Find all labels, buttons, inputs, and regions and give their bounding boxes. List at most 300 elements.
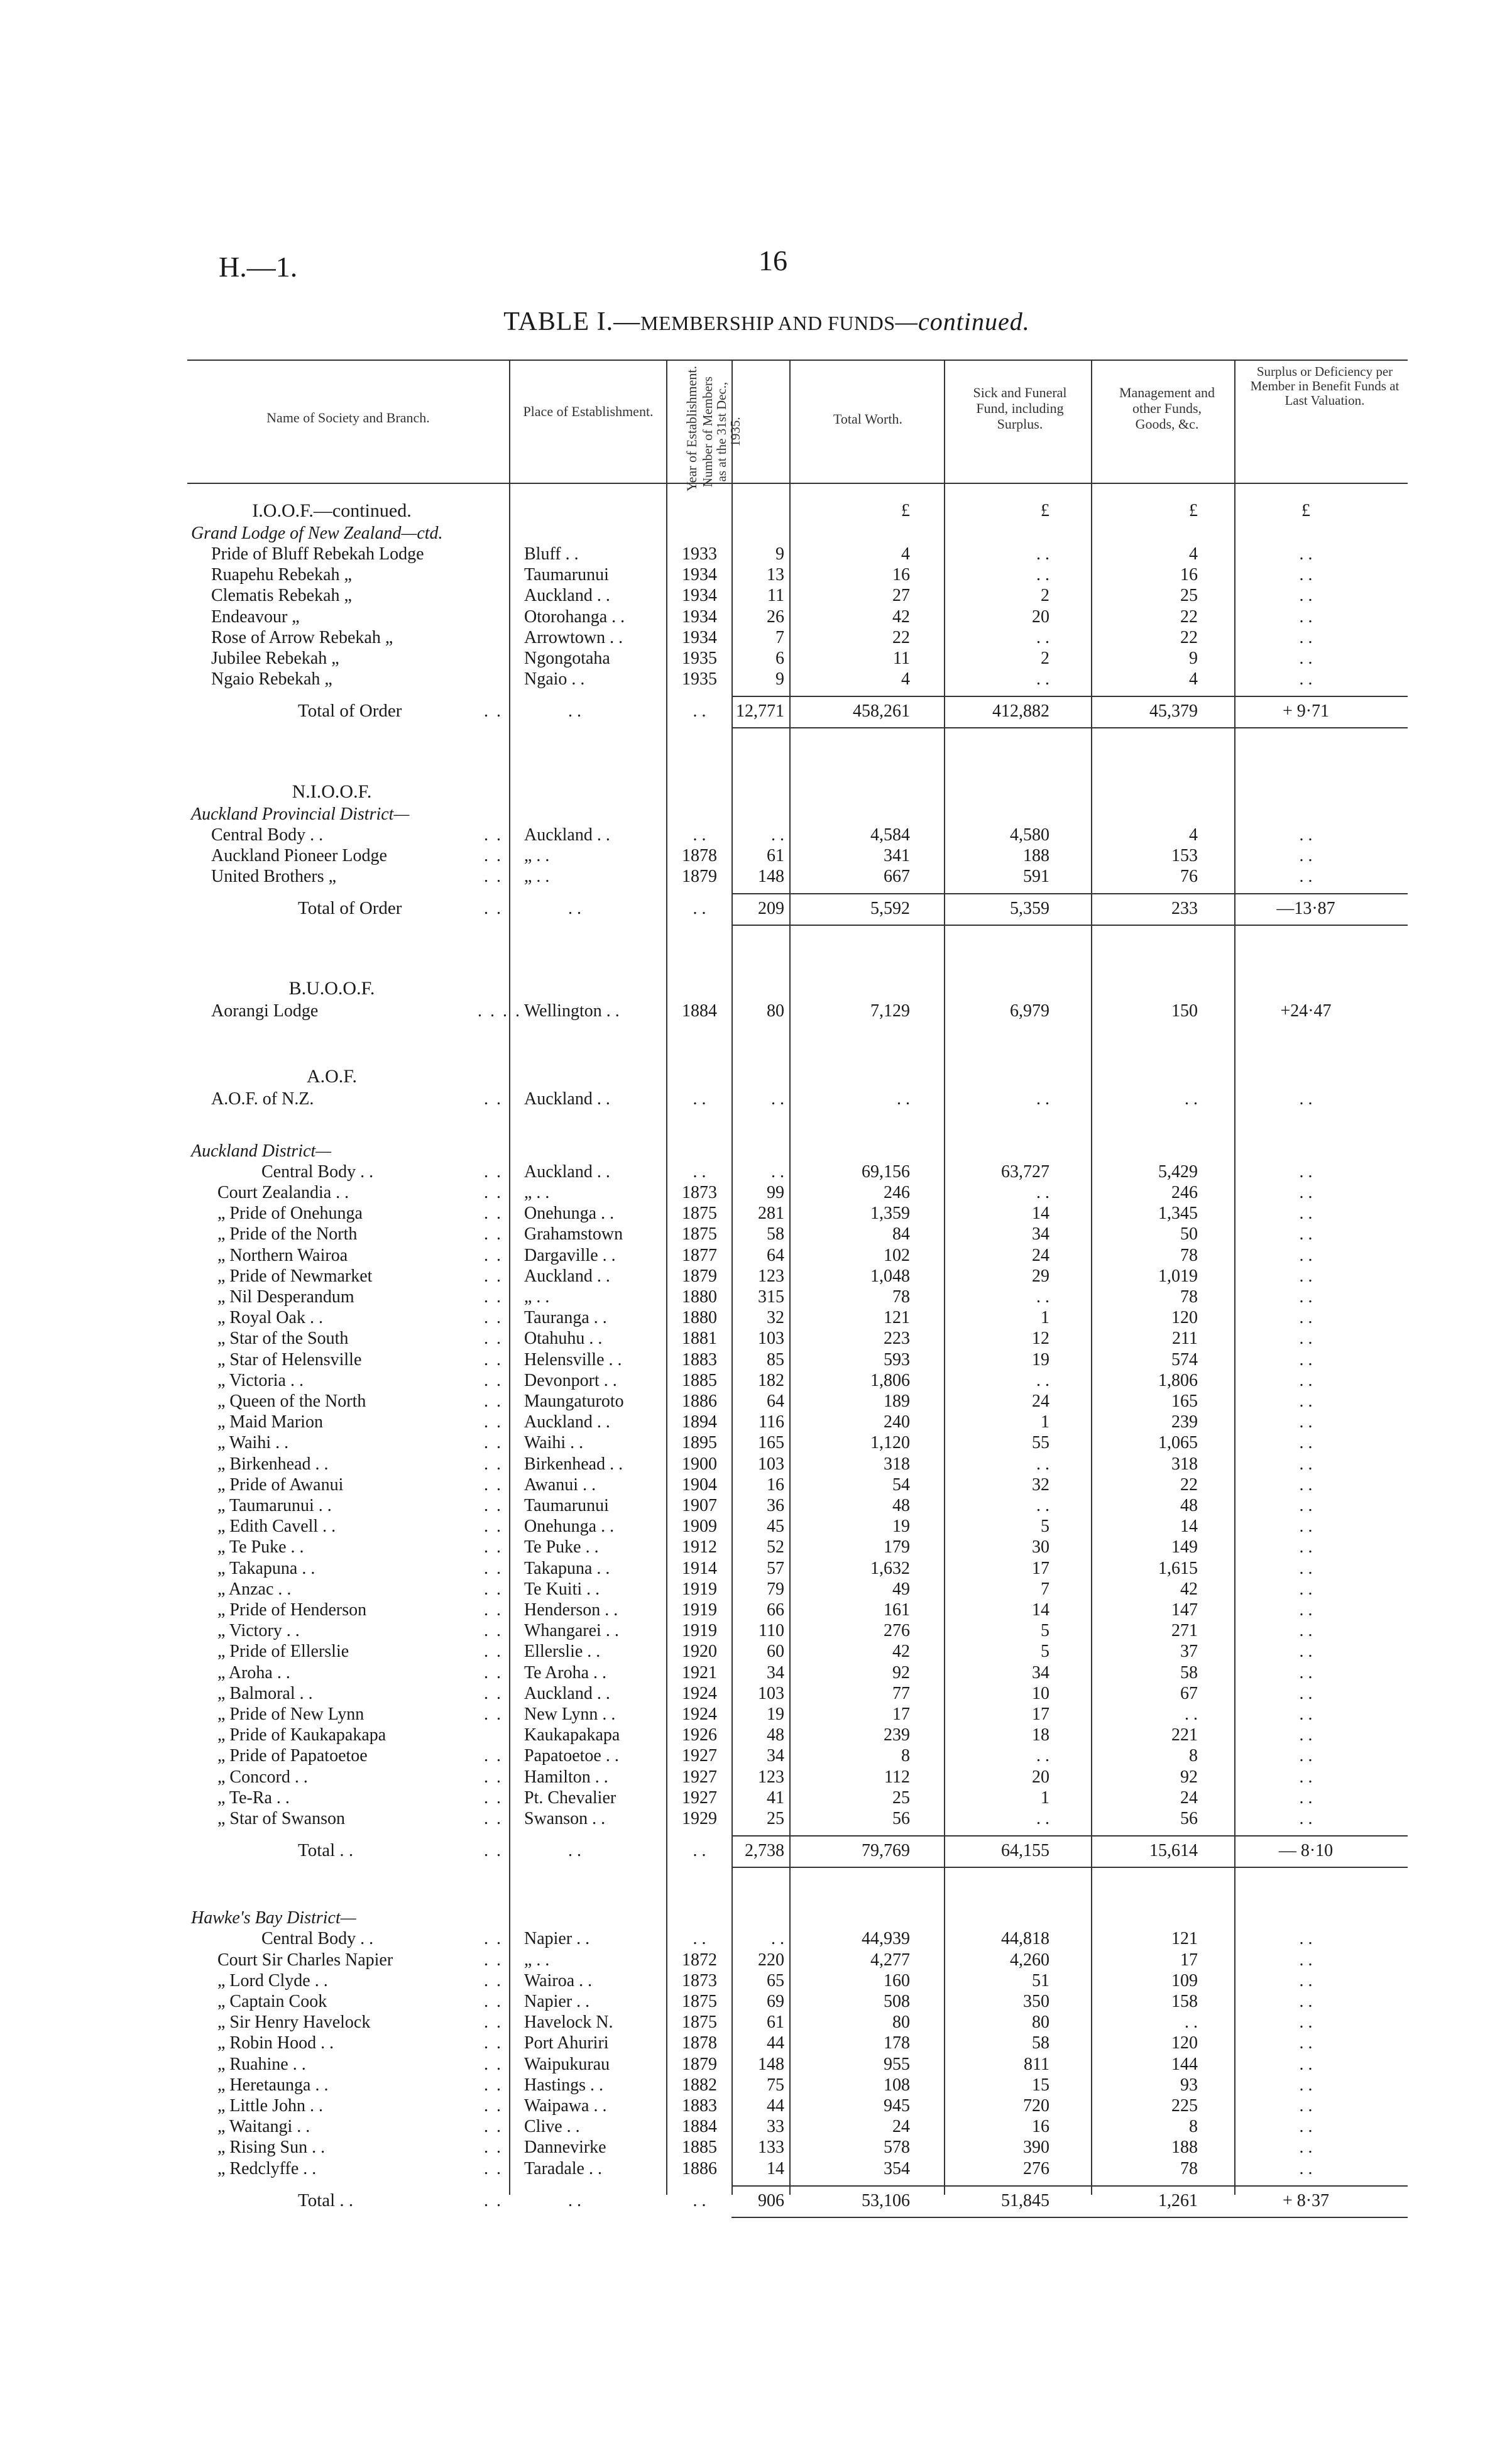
- table-row: [187, 648, 1408, 669]
- cell-sd: . .: [1299, 825, 1313, 845]
- cell-year: . .: [693, 899, 706, 918]
- cell-mem: 281: [758, 1204, 784, 1223]
- table-row: [187, 1391, 1408, 1412]
- cell-year: 1919: [682, 1621, 717, 1640]
- cell-mem: 26: [767, 607, 784, 627]
- cell-mem: 133: [758, 2138, 784, 2157]
- cell-tw: 239: [884, 1725, 910, 1745]
- cell-sd: . .: [1299, 1224, 1313, 1244]
- cell-mf: 233: [1171, 899, 1198, 918]
- cell-mf: 9: [1189, 649, 1198, 668]
- cell-sd: £: [1301, 501, 1310, 520]
- cell-dots: . .: [484, 1517, 503, 1536]
- cell-tw: 42: [892, 1642, 910, 1661]
- cell-year: 1884: [682, 2117, 717, 2136]
- cell-mem: 32: [767, 1308, 784, 1327]
- cell-name: „ Anzac . .: [217, 1579, 292, 1599]
- cell-tw: 1,632: [870, 1559, 910, 1578]
- cell-place: Henderson . .: [524, 1600, 618, 1620]
- cell-mf: 239: [1171, 1412, 1198, 1432]
- cell-name: „ Pride of Onehunga: [217, 1204, 363, 1223]
- cell-name: „ Victory . .: [217, 1621, 300, 1640]
- cell-sd: . .: [1299, 846, 1313, 865]
- cell-sf: 7: [1041, 1579, 1049, 1599]
- cell-name: Court Sir Charles Napier: [217, 1950, 393, 1970]
- cell-year: 1927: [682, 1788, 717, 1808]
- cell-mem: 64: [767, 1392, 784, 1411]
- cell-dots: . .: [484, 1841, 503, 1860]
- cell-tw: 19: [892, 1517, 910, 1536]
- cell-year: 1926: [682, 1725, 717, 1745]
- cell-sf: 5: [1041, 1517, 1049, 1536]
- cell-dots: . .: [484, 2117, 503, 2136]
- cell-year: . .: [693, 1929, 706, 1948]
- cell-tw: 48: [892, 1496, 910, 1515]
- cell-mem: 34: [767, 1663, 784, 1683]
- cell-year: 1873: [682, 1183, 717, 1202]
- cell-year: 1879: [682, 2055, 717, 2074]
- cell-sf: 17: [1032, 1559, 1049, 1578]
- cell-place: „ . .: [524, 1287, 550, 1307]
- cell-place: „ . .: [524, 1950, 550, 1970]
- cell-mem: 25: [767, 1809, 784, 1828]
- section-heading: [187, 1908, 1408, 1928]
- table-row: [187, 627, 1408, 648]
- cell-sd: — 8·10: [1278, 1841, 1334, 1860]
- cell-sd: . .: [1299, 1412, 1313, 1432]
- cell-dots: . .: [484, 1663, 503, 1683]
- cell-dots: . .: [484, 2055, 503, 2074]
- cell-dots: . .: [484, 1266, 503, 1286]
- cell-place: Maungaturoto: [524, 1392, 624, 1411]
- cell-tw: 178: [884, 2033, 910, 2053]
- cell-mem: 9: [775, 669, 784, 689]
- cell-sd: . .: [1299, 1579, 1313, 1599]
- cell-place: Devonport . .: [524, 1371, 617, 1390]
- cell-mf: 50: [1180, 1224, 1198, 1244]
- cell-name: „ Star of the South: [217, 1329, 349, 1348]
- table-row: [187, 1349, 1408, 1370]
- cell-mem: 165: [758, 1433, 784, 1452]
- cell-place: Ellerslie . .: [524, 1642, 601, 1661]
- cell-year: 1873: [682, 1971, 717, 1990]
- cell-name: „ Queen of the North: [217, 1392, 366, 1411]
- cell-tw: 161: [884, 1600, 910, 1620]
- cell-year: . .: [693, 1162, 706, 1182]
- cell-dots: . .: [484, 1308, 503, 1327]
- table-row: [187, 2158, 1408, 2179]
- table-row: [187, 1432, 1408, 1453]
- total-bottom-rule: [731, 925, 1408, 926]
- cell-name: „ Robin Hood . .: [217, 2033, 334, 2053]
- cell-year: 1921: [682, 1663, 717, 1683]
- cell-sd: . .: [1299, 1517, 1313, 1536]
- table-row: [187, 1928, 1408, 1949]
- cell-dots: . .: [484, 1183, 503, 1202]
- cell-sd: . .: [1299, 1559, 1313, 1578]
- cell-name: „ Redclyffe . .: [217, 2159, 317, 2178]
- cell-sf: 4,260: [1010, 1950, 1049, 1970]
- cell-place: Taradale . .: [524, 2159, 602, 2178]
- cell-dots: . .: [484, 1475, 503, 1495]
- cell-name: „ Birkenhead . .: [217, 1454, 329, 1474]
- cell-place: Papatoetoe . .: [524, 1746, 619, 1765]
- cell-place: Pt. Chevalier: [524, 1788, 616, 1808]
- membership-funds-table: [187, 360, 1408, 2258]
- cell-sf: 390: [1023, 2138, 1049, 2157]
- table-row: [187, 1662, 1408, 1683]
- cell-mf: 78: [1180, 2159, 1198, 2178]
- cell-year: 1885: [682, 1371, 717, 1390]
- cell-dots: . .: [484, 2159, 503, 2178]
- cell-sd: . .: [1299, 1162, 1313, 1182]
- table-row: [187, 1991, 1408, 2012]
- cell-year: . .: [693, 2191, 706, 2210]
- cell-place: Te Kuiti . .: [524, 1579, 600, 1599]
- cell-tw: 160: [884, 1971, 910, 1990]
- cell-sf: 6,979: [1010, 1001, 1049, 1021]
- cell-place: . .: [568, 1841, 581, 1860]
- cell-tw: 955: [884, 2055, 910, 2074]
- cell-year: 1935: [682, 669, 717, 689]
- cell-mem: 33: [767, 2117, 784, 2136]
- cell-mf: 318: [1171, 1454, 1198, 1474]
- cell-mem: 906: [758, 2191, 784, 2210]
- cell-name: „ Northern Wairoa: [217, 1246, 348, 1265]
- cell-name: United Brothers „: [211, 867, 337, 886]
- cell-tw: 4,584: [870, 825, 910, 845]
- cell-mf: 211: [1172, 1329, 1198, 1348]
- cell-name: Court Zealandia . .: [217, 1183, 349, 1202]
- cell-sd: . .: [1299, 1266, 1313, 1286]
- section-heading: [187, 1066, 1408, 1087]
- cell-year: 1885: [682, 2138, 717, 2157]
- cell-sf: 80: [1032, 2012, 1049, 2032]
- cell-tw: 1,120: [870, 1433, 910, 1452]
- cell-place: Grahamstown: [524, 1224, 623, 1244]
- cell-mem: 110: [759, 1621, 784, 1640]
- cell-mem: 123: [758, 1266, 784, 1286]
- cell-dots: . .: [484, 1992, 503, 2011]
- cell-mem: 52: [767, 1537, 784, 1557]
- cell-tw: 56: [892, 1809, 910, 1828]
- cell-year: 1884: [682, 1001, 717, 1021]
- total-row: [187, 1840, 1408, 1861]
- cell-name: „ Aroha . .: [217, 1663, 290, 1683]
- cell-sf: 720: [1023, 2096, 1049, 2116]
- cell-mf: 4: [1189, 669, 1198, 689]
- cell-year: 1882: [682, 2075, 717, 2095]
- cell-sf: 51: [1032, 1971, 1049, 1990]
- cell-mf: 22: [1180, 628, 1198, 647]
- cell-sf: 63,727: [1001, 1162, 1049, 1182]
- cell-name: Pride of Bluff Rebekah Lodge: [211, 544, 424, 564]
- cell-sf: 2: [1041, 586, 1049, 605]
- cell-sf: 2: [1041, 649, 1049, 668]
- cell-tw: 318: [884, 1454, 910, 1474]
- cell-sd: . .: [1299, 1929, 1313, 1948]
- title-caps: MEMBERSHIP AND FUNDS: [640, 312, 896, 334]
- cell-mem: 45: [767, 1517, 784, 1536]
- cell-name: „ Pride of Awanui: [217, 1475, 344, 1495]
- cell-year: 1881: [682, 1329, 717, 1348]
- cell-sd: . .: [1299, 1350, 1313, 1370]
- cell-tw: 578: [884, 2138, 910, 2157]
- cell-year: 1934: [682, 586, 717, 605]
- total-row: [187, 2190, 1408, 2211]
- cell-sf: . .: [1036, 1287, 1049, 1307]
- cell-mem: 61: [767, 2012, 784, 2032]
- cell-sd: . .: [1299, 2159, 1313, 2178]
- cell-dots: . .: [484, 846, 503, 865]
- cell-tw: 77: [892, 1684, 910, 1703]
- cell-name: „ Royal Oak . .: [217, 1308, 323, 1327]
- cell-dots: . .: [484, 1224, 503, 1244]
- cell-sd: . .: [1299, 1950, 1313, 1970]
- cell-tw: 79,769: [862, 1841, 910, 1860]
- total-top-rule: [731, 1835, 1408, 1837]
- cell-dots: . .: [484, 1809, 503, 1828]
- cell-sd: . .: [1299, 1746, 1313, 1765]
- cell-sd: . .: [1299, 586, 1313, 605]
- cell-year: 1934: [682, 607, 717, 627]
- cell-sd: + 8·37: [1282, 2191, 1330, 2210]
- total-top-rule: [731, 696, 1408, 697]
- cell-mf: 153: [1171, 846, 1198, 865]
- cell-year: 1935: [682, 649, 717, 668]
- cell-dots: . .: [484, 1287, 503, 1307]
- table-row: [187, 1620, 1408, 1641]
- cell-year: 1886: [682, 1392, 717, 1411]
- cell-sd: . .: [1299, 1183, 1313, 1202]
- cell-name: „ Te-Ra . .: [217, 1788, 290, 1808]
- cell-place: Auckland . .: [524, 1089, 610, 1109]
- cell-mf: 58: [1180, 1663, 1198, 1683]
- table-row: [187, 2137, 1408, 2158]
- cell-tw: 53,106: [862, 2191, 910, 2210]
- cell-tw: 1,359: [870, 1204, 910, 1223]
- cell-place: Tauranga . .: [524, 1308, 607, 1327]
- cell-mf: 121: [1171, 1929, 1198, 1948]
- cell-year: 1872: [682, 1950, 717, 1970]
- cell-mem: 64: [767, 1246, 784, 1265]
- table-row: [187, 1001, 1408, 1021]
- cell-sd: . .: [1299, 2138, 1313, 2157]
- cell-sd: . .: [1299, 1454, 1313, 1474]
- cell-mf: 76: [1180, 867, 1198, 886]
- cell-sd: . .: [1299, 1246, 1313, 1265]
- cell-tw: 17: [892, 1705, 910, 1724]
- cell-year: 1904: [682, 1475, 717, 1495]
- cell-mem: 13: [767, 565, 784, 585]
- cell-sf: £: [1041, 501, 1049, 520]
- cell-tw: 27: [892, 586, 910, 605]
- cell-mem: 80: [767, 1001, 784, 1021]
- cell-sd: . .: [1299, 867, 1313, 886]
- cell-sf: 32: [1032, 1475, 1049, 1495]
- cell-place: Otahuhu . .: [524, 1329, 603, 1348]
- cell-sd: . .: [1299, 607, 1313, 627]
- total-row: [187, 701, 1408, 722]
- cell-sd: . .: [1299, 1992, 1313, 2011]
- cell-place: „ . .: [524, 846, 550, 865]
- cell-sd: . .: [1299, 2075, 1313, 2095]
- cell-name: Aorangi Lodge: [211, 1001, 319, 1021]
- cell-name: „ Pride of Ellerslie: [217, 1642, 349, 1661]
- cell-sd: . .: [1299, 1621, 1313, 1640]
- cell-sd: . .: [1299, 1308, 1313, 1327]
- cell-name: „ Pride of Henderson: [217, 1600, 367, 1620]
- cell-sf: 1: [1041, 1412, 1049, 1432]
- cell-tw: 84: [892, 1224, 910, 1244]
- cell-place: . .: [568, 2191, 581, 2210]
- table-row: [187, 1328, 1408, 1349]
- cell-name: Grand Lodge of New Zealand—ctd.: [191, 524, 443, 543]
- cell-tw: 102: [884, 1246, 910, 1265]
- table-row: [187, 1161, 1408, 1182]
- cell-sd: . .: [1299, 1971, 1313, 1990]
- cell-sf: 20: [1032, 607, 1049, 627]
- cell-mf: 45,379: [1149, 701, 1198, 721]
- cell-place: Dargaville . .: [524, 1246, 616, 1265]
- cell-dots: . . . .: [478, 1001, 522, 1021]
- cell-place: Otorohanga . .: [524, 607, 625, 627]
- cell-tw: 78: [892, 1287, 910, 1307]
- cell-sf: 17: [1032, 1705, 1049, 1724]
- cell-name: „ Pride of the North: [217, 1224, 358, 1244]
- cell-mf: 8: [1189, 1746, 1198, 1765]
- cell-mf: 149: [1171, 1537, 1198, 1557]
- cell-dots: . .: [484, 2138, 503, 2157]
- cell-year: 1875: [682, 2012, 717, 2032]
- cell-year: 1907: [682, 1496, 717, 1515]
- cell-name: „ Balmoral . .: [217, 1684, 313, 1703]
- cell-year: 1934: [682, 565, 717, 585]
- cell-dots: . .: [484, 1496, 503, 1515]
- cell-sd: . .: [1299, 2055, 1313, 2074]
- cell-place: New Lynn . .: [524, 1705, 616, 1724]
- table-row: [187, 1725, 1408, 1745]
- cell-mem: . .: [771, 1162, 784, 1182]
- cell-name: Central Body . .: [261, 1162, 374, 1182]
- cell-tw: 5,592: [870, 899, 910, 918]
- cell-name: „ Sir Henry Havelock: [217, 2012, 371, 2032]
- cell-mem: 85: [767, 1350, 784, 1370]
- cell-name: Auckland Pioneer Lodge: [211, 846, 387, 865]
- cell-name: „ Pride of Papatoetoe: [217, 1746, 368, 1765]
- cell-mem: . .: [771, 1929, 784, 1948]
- cell-mf: . .: [1185, 2012, 1198, 2032]
- table-row: [187, 1704, 1408, 1725]
- section-heading: [187, 804, 1408, 825]
- cell-year: 1875: [682, 1992, 717, 2011]
- cell-mf: 24: [1180, 1788, 1198, 1808]
- cell-place: Auckland . .: [524, 1266, 610, 1286]
- table-row: [187, 1287, 1408, 1307]
- cell-mem: . .: [771, 1089, 784, 1109]
- section-heading: [187, 781, 1408, 802]
- cell-mf: 15,614: [1149, 1841, 1198, 1860]
- cell-tw: 1,048: [870, 1266, 910, 1286]
- cell-sd: . .: [1299, 1329, 1313, 1348]
- cell-name: „ Pride of Kaukapakapa: [217, 1725, 386, 1745]
- cell-tw: 4: [901, 544, 910, 564]
- table-row: [187, 564, 1408, 585]
- cell-name: „ Captain Cook: [217, 1992, 327, 2011]
- cell-mf: 225: [1171, 2096, 1198, 2116]
- cell-mf: 42: [1180, 1579, 1198, 1599]
- cell-place: Taumarunui: [524, 565, 609, 585]
- cell-tw: £: [901, 501, 910, 520]
- table-row: [187, 825, 1408, 845]
- cell-sd: . .: [1299, 1663, 1313, 1683]
- cell-sf: 5: [1041, 1642, 1049, 1661]
- cell-name: Endeavour „: [211, 607, 300, 627]
- cell-mem: 9: [775, 544, 784, 564]
- cell-tw: 223: [884, 1329, 910, 1348]
- header-sick-fund: Sick and Funeral Fund, including Surplus.: [973, 385, 1067, 432]
- section-heading: [187, 1141, 1408, 1161]
- cell-place: Auckland . .: [524, 825, 610, 845]
- cell-mem: 16: [767, 1475, 784, 1495]
- cell-sf: . .: [1036, 628, 1049, 647]
- cell-sf: 64,155: [1001, 1841, 1049, 1860]
- cell-mf: 22: [1180, 1475, 1198, 1495]
- cell-place: Onehunga . .: [524, 1517, 615, 1536]
- cell-mf: 4: [1189, 825, 1198, 845]
- cell-mf: 14: [1180, 1517, 1198, 1536]
- cell-place: Havelock N.: [524, 2012, 613, 2032]
- cell-sd: . .: [1299, 2117, 1313, 2136]
- cell-name: Total . .: [298, 2190, 354, 2210]
- cell-place: Ngaio . .: [524, 669, 585, 689]
- cell-mf: 1,065: [1158, 1433, 1198, 1452]
- total-bottom-rule: [731, 1867, 1408, 1868]
- cell-mem: 34: [767, 1746, 784, 1765]
- cell-name: „ Nil Desperandum: [217, 1287, 354, 1307]
- cell-mem: 61: [767, 846, 784, 865]
- cell-name: Total of Order: [298, 898, 402, 918]
- cell-tw: 179: [884, 1537, 910, 1557]
- cell-dots: . .: [484, 1746, 503, 1765]
- cell-name: „ Ruahine . .: [217, 2055, 306, 2074]
- cell-place: Napier . .: [524, 1992, 590, 2011]
- cell-mem: 116: [759, 1412, 784, 1432]
- cell-name: „ Pride of New Lynn: [217, 1705, 364, 1724]
- cell-year: 1934: [682, 628, 717, 647]
- cell-name: Ruapehu Rebekah „: [211, 565, 352, 585]
- cell-place: Waipawa . .: [524, 2096, 607, 2116]
- cell-name: A.O.F. of N.Z.: [211, 1089, 314, 1109]
- cell-mem: 14: [767, 2159, 784, 2178]
- cell-sf: 5: [1041, 1621, 1049, 1640]
- section-heading: [187, 978, 1408, 999]
- cell-mem: 75: [767, 2075, 784, 2095]
- cell-mem: 182: [758, 1371, 784, 1390]
- cell-place: Kaukapakapa: [524, 1725, 620, 1745]
- table-row: [187, 1266, 1408, 1287]
- cell-sf: . .: [1036, 669, 1049, 689]
- cell-mf: 17: [1180, 1950, 1198, 1970]
- cell-sf: 350: [1023, 1992, 1049, 2011]
- cell-sd: . .: [1299, 628, 1313, 647]
- cell-dots: . .: [484, 2033, 503, 2053]
- table-row: [187, 1537, 1408, 1557]
- cell-place: Napier . .: [524, 1929, 590, 1948]
- cell-dots: . .: [484, 1929, 503, 1948]
- cell-dots: . .: [484, 1246, 503, 1265]
- cell-year: 1883: [682, 1350, 717, 1370]
